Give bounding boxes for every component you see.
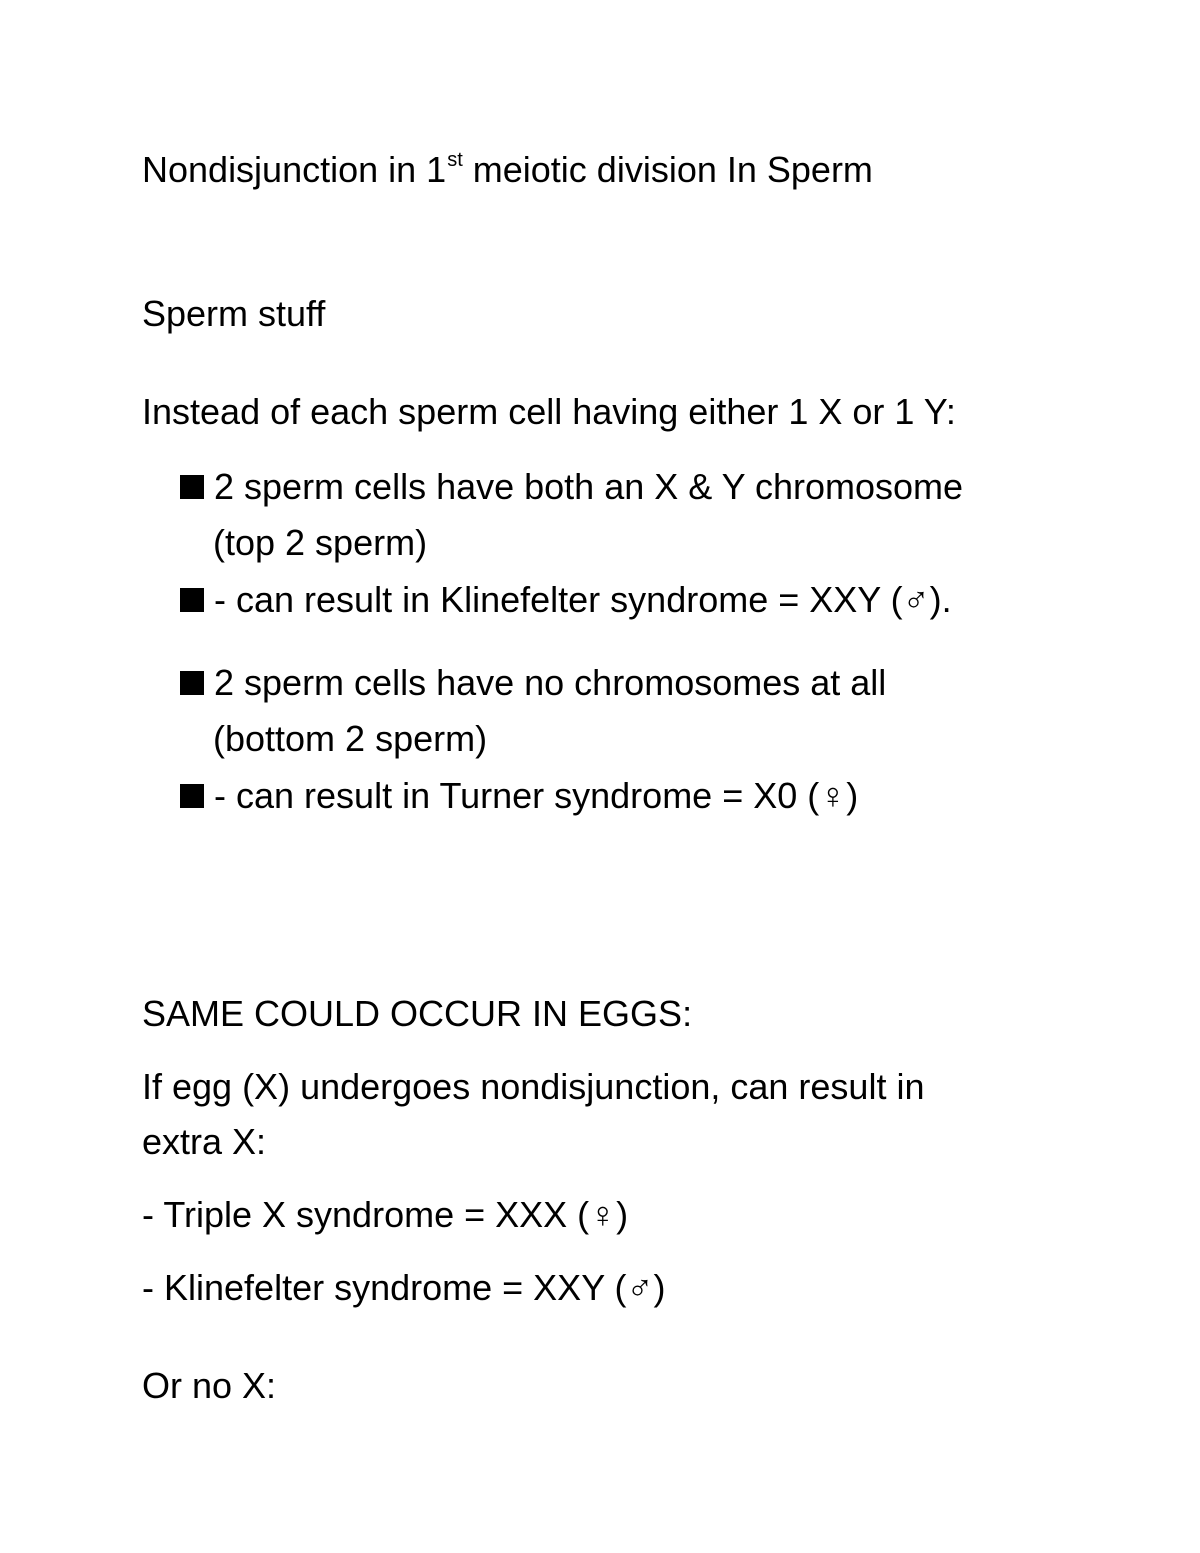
square-bullet-icon (180, 671, 204, 695)
square-bullet-icon (180, 475, 204, 499)
egg-intro-line-1: If egg (X) undergoes nondisjunction, can result in (142, 1066, 925, 1107)
bullet-text: - can result in Klinefelter syndrome = XXY (♂). (214, 579, 952, 620)
egg-item-klinefelter: - Klinefelter syndrome = XXY (♂) (142, 1267, 666, 1308)
title-text-start: Nondisjunction in 1 (142, 149, 447, 190)
bullet-item-1 (180, 465, 963, 509)
bullet-text: 2 sperm cells have no chromosomes at all (214, 662, 887, 703)
egg-item-triple-x: - Triple X syndrome = XXX (♀) (142, 1194, 629, 1235)
square-bullet-icon (180, 784, 204, 808)
title-superscript: st (447, 149, 463, 171)
bullet-item-4 (180, 774, 858, 818)
page-title (142, 148, 873, 198)
bullet-continuation: (top 2 sperm) (213, 522, 428, 563)
or-no-x-text: Or no X: (142, 1365, 277, 1406)
eggs-heading: SAME COULD OCCUR IN EGGS: (142, 993, 693, 1034)
bullet-continuation: (bottom 2 sperm) (213, 718, 488, 759)
bullet-text: - can result in Turner syndrome = X0 (♀) (214, 775, 859, 816)
bullet-text: 2 sperm cells have both an X & Y chromosome (214, 466, 964, 507)
intro-text: Instead of each sperm cell having either 1 X or 1 Y: (142, 391, 956, 432)
egg-intro-line-2: extra X: (142, 1121, 267, 1162)
bullet-item-2 (180, 578, 952, 622)
square-bullet-icon (180, 588, 204, 612)
sperm-heading: Sperm stuff (142, 293, 326, 334)
title-text-end: meiotic division In Sperm (462, 149, 873, 190)
bullet-item-3 (180, 661, 886, 705)
